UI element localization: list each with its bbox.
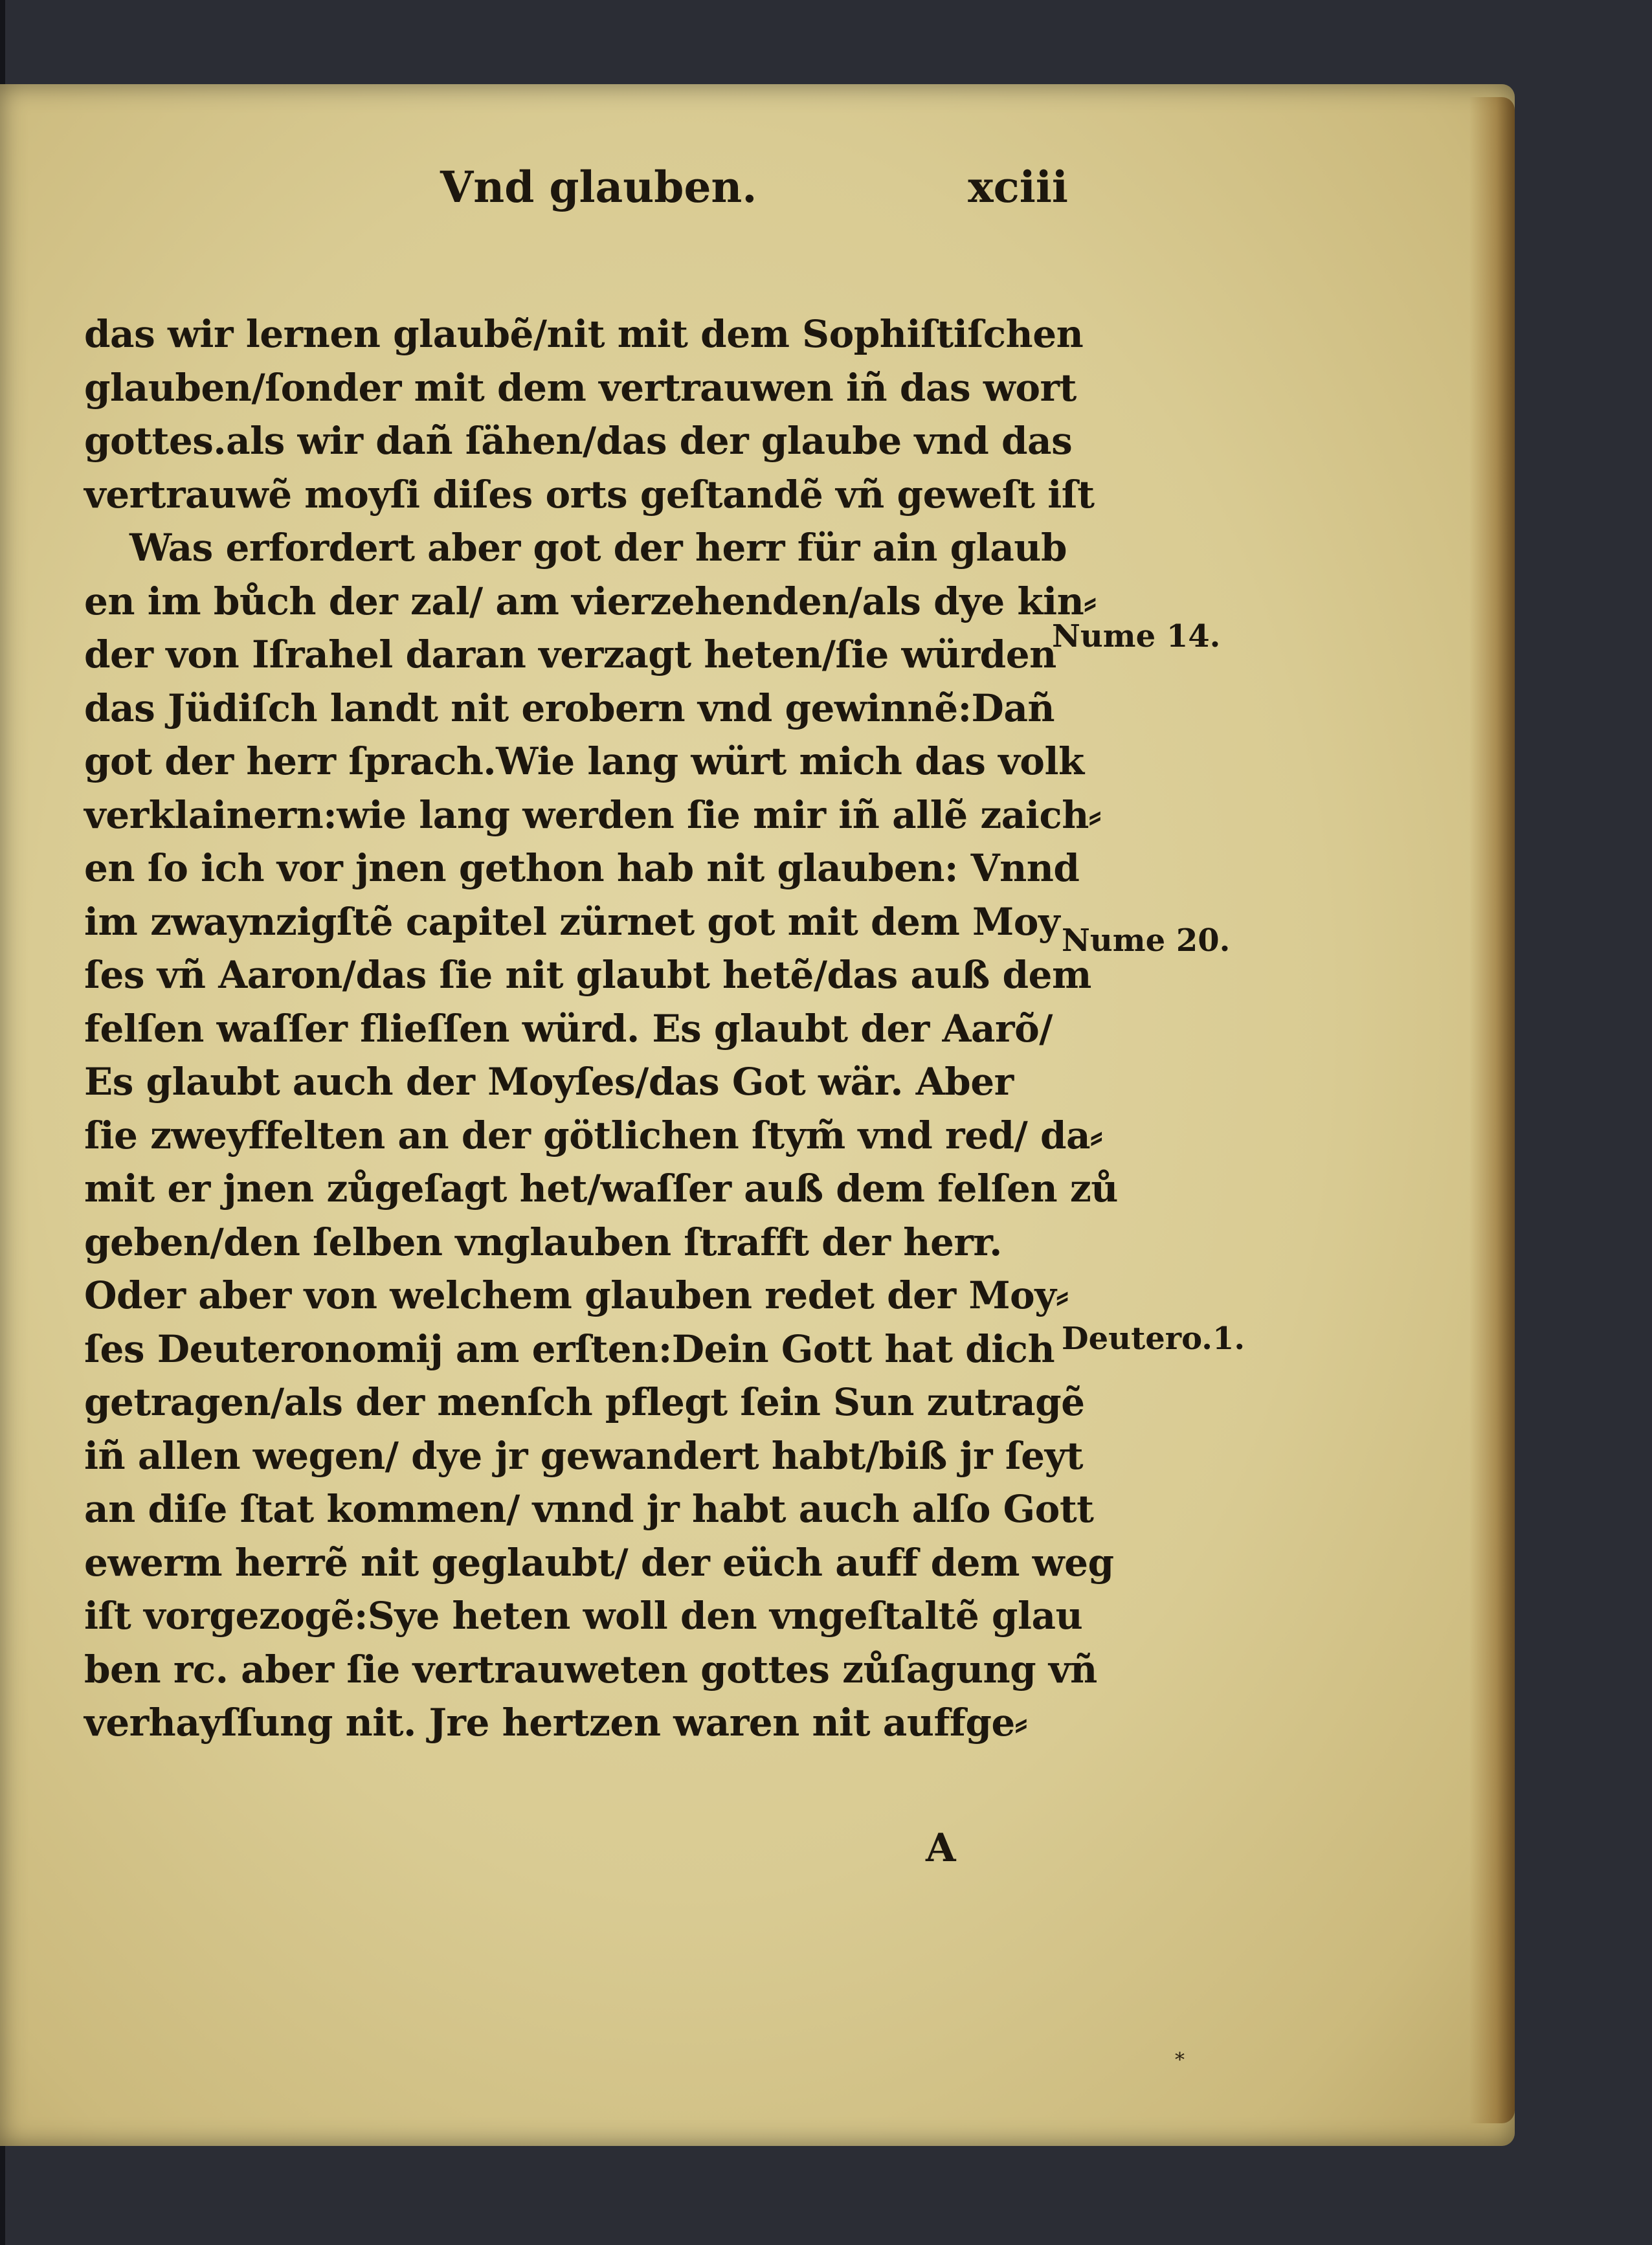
text-line: ewerm herrẽ nit geglaubt/ der eüch auff dem weg <box>84 1540 1114 1585</box>
catchword: A <box>926 1826 956 1871</box>
text-line: mit er jnen zůgeſagt het/waſſer auß dem felſen zů <box>84 1167 1118 1211</box>
text-line: das wir lernen glaubẽ/nit mit dem Sophiſtiſchen <box>84 312 1084 356</box>
text-line: gottes.als wir dañ ſähen/das der glaube vnd das <box>84 419 1073 463</box>
margin-note-numbers-20: Nume 20. <box>1062 922 1231 959</box>
text-line: im zwaynzigſtẽ capitel zürnet got mit dem Moy <box>84 899 1060 944</box>
bottom-mark: * <box>1175 2049 1185 2072</box>
margin-note-numbers-14: Nume 14. <box>1052 618 1221 654</box>
running-head <box>440 162 1068 233</box>
text-line: glauben/ſonder mit dem vertrauwen iñ das wort <box>84 365 1077 410</box>
text-line: der von Iſrahel daran verzagt heten/ſie würden <box>84 632 1056 676</box>
running-head-title: Vnd glauben. <box>440 162 757 212</box>
text-line: getragen/als der menſch pflegt ſein Sun zutragẽ <box>84 1380 1085 1424</box>
folio-number: xciii <box>968 162 1068 212</box>
text-line: ben rc. aber ſie vertrauweten gottes zůſagung vñ <box>84 1647 1097 1692</box>
text-line: Oder aber von welchem glauben redet der Moy⸗ <box>84 1273 1069 1317</box>
text-line: an diſe ſtat kommen/ vnnd jr habt auch alſo Gott <box>84 1487 1094 1531</box>
text-line: got der herr ſprach.Wie lang würt mich das volk <box>84 739 1084 783</box>
body-text-block <box>84 307 1118 1750</box>
text-line: felſen waſſer flieſſen würd. Es glaubt der Aarõ/ <box>84 1006 1053 1051</box>
margin-note-deuteronomy-1: Deutero.1. <box>1062 1321 1245 1357</box>
text-line: Es glaubt auch der Moyſes/das Got wär. Aber <box>84 1060 1014 1104</box>
text-line: verklainern:wie lang werden ſie mir iñ allẽ zaich⸗ <box>84 792 1101 837</box>
page-fore-edge <box>1469 97 1515 2123</box>
text-line: Was erfordert aber got der herr für ain glaub <box>129 526 1067 570</box>
text-line: verhayſſung nit. Jre hertzen waren nit auffge⸗ <box>84 1701 1027 1745</box>
text-line: iſt vorgezogẽ:Sye heten woll den vngeſtaltẽ glau <box>84 1594 1083 1638</box>
text-line: en im bůch der zal/ am vierzehenden/als dye kin⸗ <box>84 579 1097 623</box>
text-line: en ſo ich vor jnen gethon hab nit glauben: Vnnd <box>84 846 1080 890</box>
text-line: das Jüdiſch landt nit erobern vnd gewinnẽ:Dañ <box>84 686 1055 730</box>
text-line: ſie zweyffelten an der götlichen ſtym̃ vnd red/ da⸗ <box>84 1113 1102 1157</box>
text-line: geben/den ſelben vnglauben ſtrafft der herr. <box>84 1220 1002 1264</box>
text-line: ſes Deuteronomij am erſten:Dein Gott hat dich <box>84 1326 1055 1371</box>
text-line: iñ allen wegen/ dye jr gewandert habt/biß jr ſeyt <box>84 1433 1084 1478</box>
text-line: ſes vñ Aaron/das ſie nit glaubt hetẽ/das auß dem <box>84 953 1091 997</box>
text-line: vertrauwẽ moyſi diſes orts geſtandẽ vñ geweſt iſt <box>84 472 1095 517</box>
